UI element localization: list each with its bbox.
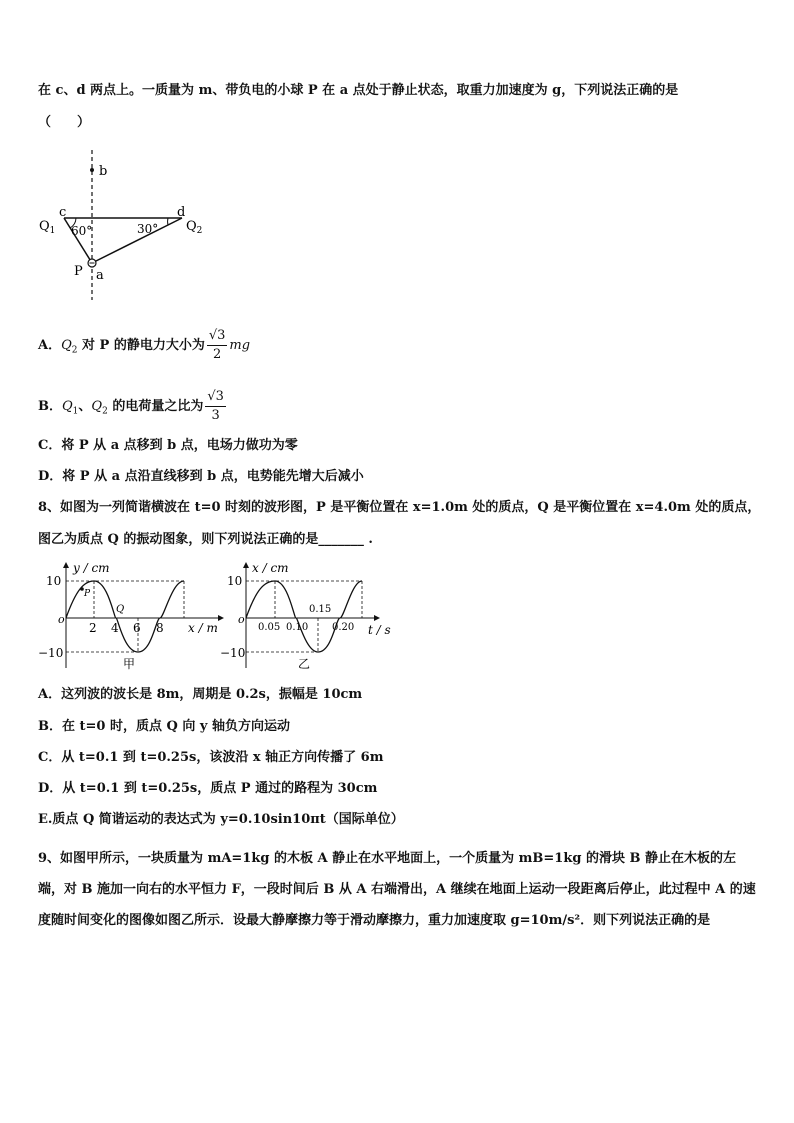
q8-stem-line2: 图乙为质点 Q 的振动图象，则下列说法正确的是_______ . xyxy=(38,532,373,547)
q7-figure xyxy=(34,148,224,308)
q7-option-c: C．将 P 从 a 点移到 b 点，电场力做功为零 xyxy=(38,438,298,453)
q7-option-b: B．$Q_1$、$Q_2$ 的电荷量之比为 $\frac{√3}{3}$ xyxy=(38,389,224,423)
x-tick-2: 2 xyxy=(89,621,97,635)
t-tick-015: 0.15 xyxy=(309,604,332,615)
caption-yi: 乙 xyxy=(298,657,311,671)
q7-option-d: D．将 P 从 a 点沿直线移到 b 点，电势能先增大后减小 xyxy=(38,469,364,484)
t-tick-020: 0.20 xyxy=(332,622,355,633)
label-a: a xyxy=(96,268,104,283)
caption-jia: 甲 xyxy=(123,657,136,671)
vibration-curve xyxy=(246,581,362,652)
origin-label: o xyxy=(238,613,245,626)
label-q: Q xyxy=(116,604,125,615)
q7-stem-line2: （ ） xyxy=(38,115,91,130)
y-bottom-label: −10 xyxy=(38,646,64,660)
label-c: c xyxy=(59,205,67,220)
label-q1: $Q_1$ xyxy=(39,219,56,236)
x-tick-4: 4 xyxy=(111,621,119,635)
label-d: d xyxy=(177,205,186,220)
angle-30-label: 30° xyxy=(137,222,159,236)
q8-option-d: D．从 t=0.1 到 t=0.25s，质点 P 通过的路程为 30cm xyxy=(38,781,378,796)
q7-option-a: A．$Q_2$ 对 P 的静电力大小为 $\frac{√3}{2}$ mg xyxy=(38,328,251,362)
x-tick-6: 6 xyxy=(133,621,141,635)
q8-stem-line1: 8、如图为一列简谐横波在 t=0 时刻的波形图，P 是平衡位置在 x=1.0m 处的质点，Q 是平衡位置在 x=4.0m 处的质点， xyxy=(38,500,761,515)
y-axis-label: y / cm xyxy=(73,561,110,575)
angle-60-label: 60° xyxy=(71,224,93,238)
label-p: P xyxy=(84,589,91,599)
q8-option-b: B．在 t=0 时，质点 Q 向 y 轴负方向运动 xyxy=(38,719,290,734)
q8-option-e: E.质点 Q 简谐运动的表达式为 y=0.10sin10πt（国际单位） xyxy=(38,812,404,827)
q7-stem-line1: 在 c、d 两点上。一质量为 m、带负电的小球 P 在 a 点处于静止状态，取重力加速度为 g，下列说法正确的是 xyxy=(38,83,679,98)
q8-wave-graph xyxy=(36,560,226,672)
y-top-label: 10 xyxy=(227,574,243,588)
q9-stem: 9、如图甲所示，一块质量为 mA=1kg 的木板 A 静止在水平地面上，一个质量为 mB=1kg 的滑块 B 静止在木板的左端，对 B 施加一向右的水平恒力 F，一段时间后 B 从 A 右端滑出，A 继续在地面上运动一段距离后停止，此过程中 A 的速度随时间变化的图像如图乙所示．设最大静摩擦力等于滑动摩擦力，重力加速度取 g=10m/s²．则下列说法正确的是 xyxy=(38,851,756,928)
q8-option-c: C．从 t=0.1 到 t=0.25s，该波沿 x 轴正方向传播了 6m xyxy=(38,750,384,765)
point-b xyxy=(90,168,94,172)
y-axis-label: x / cm xyxy=(252,561,289,575)
y-top-label: 10 xyxy=(46,574,62,588)
t-tick-010: 0.10 xyxy=(286,622,309,633)
x-axis-label: t / s xyxy=(368,623,391,637)
x-tick-8: 8 xyxy=(156,621,164,635)
q8-vibration-graph xyxy=(220,560,394,672)
label-b: b xyxy=(99,164,108,179)
label-p: P xyxy=(74,264,83,279)
t-tick-005: 0.05 xyxy=(258,622,281,633)
y-bottom-label: −10 xyxy=(220,646,246,660)
q8-option-a: A．这列波的波长是 8m，周期是 0.2s，振幅是 10cm xyxy=(38,687,363,702)
origin-label: o xyxy=(58,613,65,626)
x-axis-label: x / m xyxy=(188,621,218,635)
label-q2: $Q_2$ xyxy=(186,219,203,236)
